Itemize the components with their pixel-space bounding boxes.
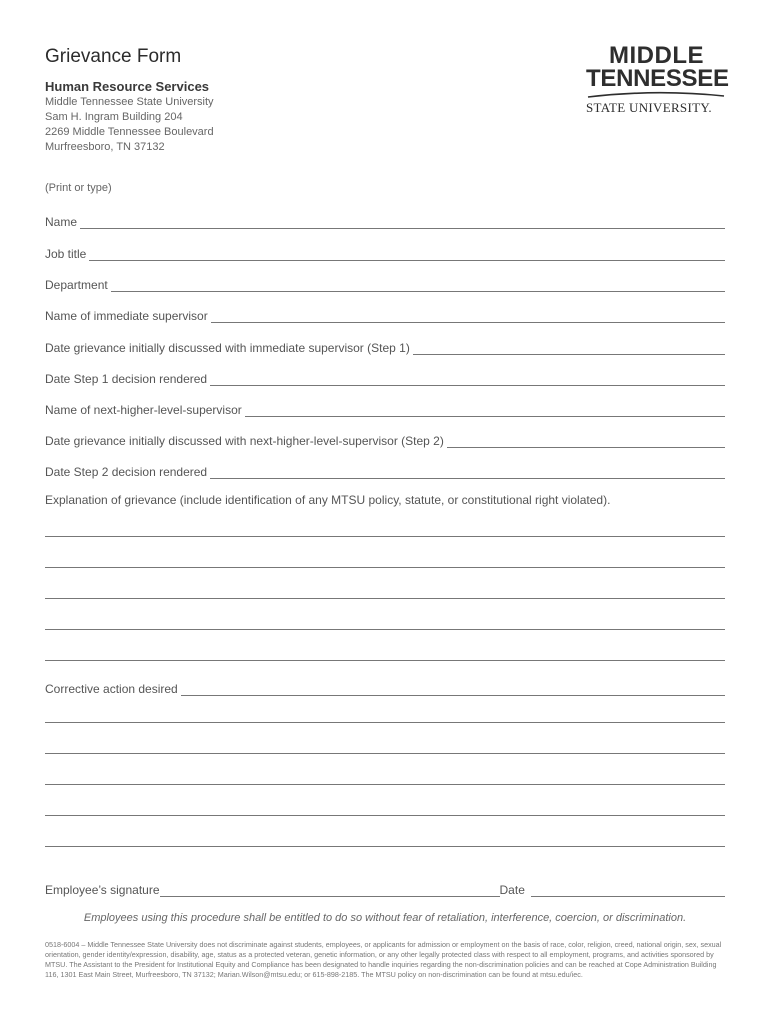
department-input-line[interactable]: [111, 278, 725, 292]
non-retaliation-notice: Employees using this procedure shall be entitled to do so without fear of retaliation, interference, coercion, or discrimination.: [83, 912, 687, 924]
supervisor-field[interactable]: [45, 305, 725, 323]
logo-line-2: TENNESSEE: [586, 65, 729, 92]
step2-discussed-input-line[interactable]: [447, 434, 725, 448]
form-title: Grievance Form: [45, 46, 182, 67]
explanation-line[interactable]: [45, 598, 725, 599]
next-supervisor-field[interactable]: [45, 399, 725, 417]
job-title-label: Job title: [45, 247, 87, 261]
explanation-line[interactable]: [45, 629, 725, 630]
print-instruction: (Print or type): [45, 182, 112, 194]
logo-line-1: MIDDLE: [609, 42, 704, 69]
address-line: Murfreesboro, TN 37132: [45, 141, 165, 153]
step1-discussed-field[interactable]: [45, 337, 725, 355]
corrective-action-input-line[interactable]: [181, 682, 725, 696]
job-title-field[interactable]: [45, 243, 725, 261]
university-logo: [586, 44, 731, 115]
signature-label: Employee’s signature: [45, 883, 160, 897]
corrective-line[interactable]: [45, 815, 725, 816]
signature-input-line[interactable]: [160, 883, 500, 897]
next-supervisor-input-line[interactable]: [245, 403, 725, 417]
supervisor-input-line[interactable]: [211, 309, 725, 323]
job-title-input-line[interactable]: [89, 247, 725, 261]
corrective-action-field[interactable]: [45, 678, 725, 696]
name-input-line[interactable]: [80, 215, 725, 229]
name-field[interactable]: [45, 211, 725, 229]
step2-decision-input-line[interactable]: [210, 465, 725, 479]
corrective-line[interactable]: [45, 846, 725, 847]
step1-decision-field[interactable]: [45, 368, 725, 386]
department-heading: Human Resource Services: [45, 79, 210, 94]
signature-row[interactable]: [45, 879, 725, 897]
address-line: Sam H. Ingram Building 204: [45, 111, 183, 123]
explanation-label: Explanation of grievance (include identification of any MTSU policy, statute, or constitutional right violated).: [45, 493, 611, 507]
address-block: [45, 95, 214, 155]
step1-decision-input-line[interactable]: [210, 372, 725, 386]
corrective-line[interactable]: [45, 753, 725, 754]
step1-discussed-label: Date grievance initially discussed with immediate supervisor (Step 1): [45, 341, 410, 355]
step2-discussed-label: Date grievance initially discussed with next-higher-level-supervisor (Step 2): [45, 434, 444, 448]
explanation-line[interactable]: [45, 567, 725, 568]
step2-discussed-field[interactable]: [45, 430, 725, 448]
corrective-line[interactable]: [45, 784, 725, 785]
logo-swoosh-icon: [586, 91, 726, 99]
step1-discussed-input-line[interactable]: [413, 341, 725, 355]
step2-decision-field[interactable]: [45, 461, 725, 479]
next-supervisor-label: Name of next-higher-level-supervisor: [45, 403, 242, 417]
supervisor-label: Name of immediate supervisor: [45, 309, 208, 323]
explanation-line[interactable]: [45, 660, 725, 661]
corrective-line[interactable]: [45, 722, 725, 723]
name-label: Name: [45, 215, 78, 229]
explanation-line[interactable]: [45, 536, 725, 537]
department-field[interactable]: [45, 274, 725, 292]
step1-decision-label: Date Step 1 decision rendered: [45, 372, 208, 386]
department-label: Department: [45, 278, 108, 292]
step2-decision-label: Date Step 2 decision rendered: [45, 465, 208, 479]
date-input-line[interactable]: [531, 883, 725, 897]
non-discrimination-fine-print: 0518-6004 – Middle Tennessee State University does not discriminate against students, employees, or applicants for admission or employment on the basis of race, color, religion, creed, national origin, sex, sexual orientation, gender identity/expression, disability, age, status as a protected veteran, genetic information, or any other legally protected class with respect to all employment, programs, and activities sponsored by MTSU. The Assistant to the President for Institutional Equity and Compliance has been designated to handle inquiries regarding the non-discrimination policies and can be reached at Cope Administration Building 116, 1301 East Main Street, Murfreesboro, TN 37132; Marian.Wilson@mtsu.edu; or 615-898-2185. The MTSU policy on non-discrimination can be found at mtsu.edu/iec.: [45, 940, 722, 979]
date-label: Date: [499, 883, 525, 897]
logo-line-3: STATE UNIVERSITY.: [586, 100, 712, 115]
corrective-action-label: Corrective action desired: [45, 682, 178, 696]
address-line: 2269 Middle Tennessee Boulevard: [45, 126, 214, 138]
address-line: Middle Tennessee State University: [45, 96, 214, 108]
